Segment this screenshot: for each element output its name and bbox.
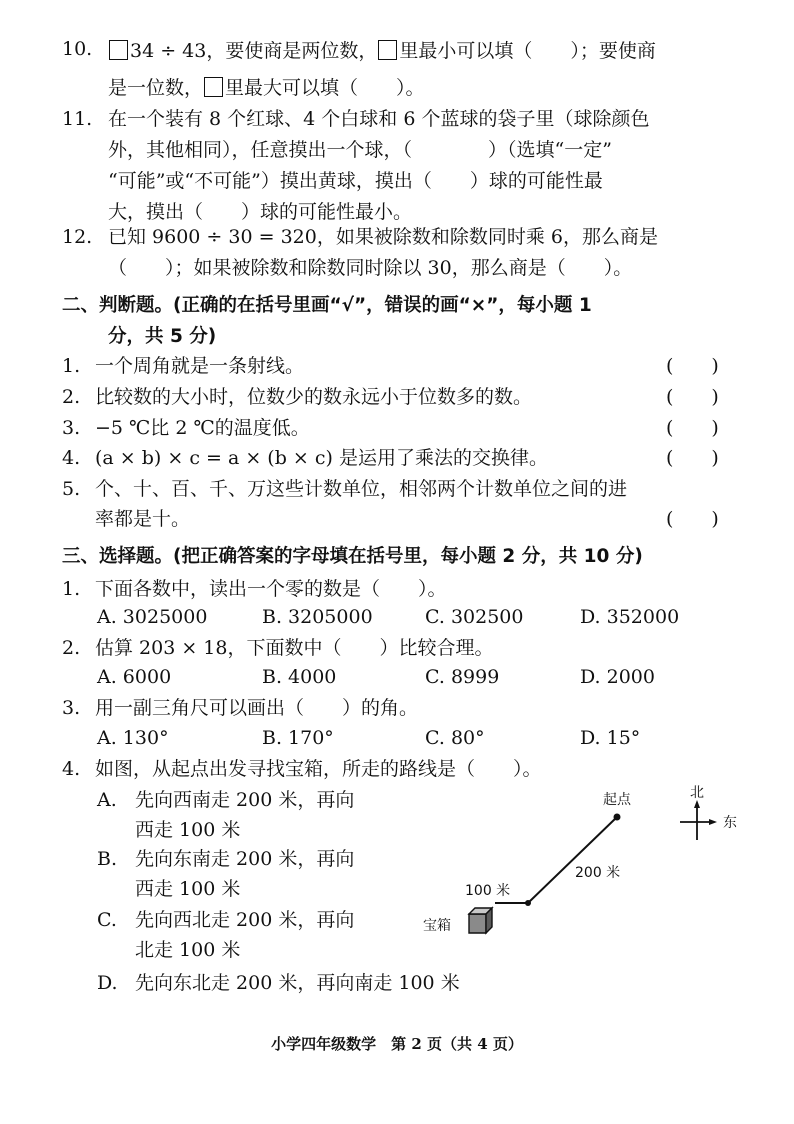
judge-item: 比较数的大小时，位数少的数永远小于位数多的数。 — [95, 386, 533, 408]
question-number: 11. — [62, 108, 93, 130]
option-label: C. — [97, 909, 117, 931]
option-a: A. 6000 — [97, 666, 172, 688]
option-label: B. — [97, 848, 118, 870]
question-number: 4. — [62, 758, 81, 780]
option-d: D. 352000 — [580, 606, 680, 628]
judge-item-continued: 率都是十。 — [95, 508, 191, 530]
judge-item: (a × b) × c = a × (b × c) 是运用了乘法的交换律。 — [95, 447, 548, 469]
question-line: （ ）；如果被除数和除数同时除以 30，那么商是（ ）。 — [108, 257, 633, 279]
question-line: 34 ÷ 43，要使商是两位数， 里最小可以填（ ）；要使商 — [108, 40, 656, 61]
judge-item: −5 ℃比 2 ℃的温度低。 — [95, 417, 310, 439]
option-d: D. 2000 — [580, 666, 655, 688]
start-point — [614, 814, 621, 821]
option-text: 先向西南走 200 米，再向 — [135, 789, 355, 811]
answer-parens: ( ) — [666, 355, 719, 377]
option-text: 西走 100 米 — [135, 819, 241, 841]
option-c: C. 80° — [425, 727, 485, 749]
choice-question: 如图，从起点出发寻找宝箱，所走的路线是（ ）。 — [95, 758, 542, 780]
option-c: C. 302500 — [425, 606, 524, 628]
choice-question: 用一副三角尺可以画出（ ）的角。 — [95, 697, 419, 719]
treasure-label: 宝箱 — [423, 918, 451, 934]
option-text: 西走 100 米 — [135, 878, 241, 900]
page-footer: 小学四年级数学 第 2 页（共 4 页） — [271, 1035, 523, 1053]
question-number: 2. — [62, 386, 81, 408]
question-number: 10. — [62, 38, 93, 60]
option-text: 先向西北走 200 米，再向 — [135, 909, 355, 931]
question-line: 大，摸出（ ）球的可能性最小。 — [108, 201, 413, 223]
option-d: D. 15° — [580, 727, 641, 749]
question-line: “可能”或“不可能”）摸出黄球，摸出（ ）球的可能性最 — [108, 170, 603, 192]
question-number: 12. — [62, 226, 93, 248]
east-label: 东 — [723, 815, 737, 831]
choice-question: 估算 203 × 18，下面数中（ ）比较合理。 — [95, 637, 494, 659]
answer-parens: ( ) — [666, 417, 719, 439]
section-heading: 二、判断题。(正确的在括号里画“√”，错误的画“×”，每小题 1 — [62, 295, 592, 316]
option-a: A. 3025000 — [97, 606, 208, 628]
question-line: 在一个装有 8 个红球、4 个白球和 6 个蓝球的袋子里（球除颜色 — [108, 108, 650, 130]
judge-item: 个、十、百、千、万这些计数单位，相邻两个计数单位之间的进 — [95, 478, 628, 500]
north-label: 北 — [690, 785, 704, 801]
question-line: 是一位数， 里最大可以填（ ）。 — [108, 77, 425, 99]
question-number: 3. — [62, 417, 81, 439]
start-label: 起点 — [603, 792, 631, 808]
option-b: B. 4000 — [262, 666, 337, 688]
judge-item: 一个周角就是一条射线。 — [95, 355, 305, 377]
section-heading: 三、选择题。(把正确答案的字母填在括号里，每小题 2 分，共 10 分) — [62, 546, 643, 567]
question-number: 5. — [62, 478, 81, 500]
option-text: 先向东北走 200 米，再向南走 100 米 — [135, 972, 460, 994]
option-label: D. — [97, 972, 118, 994]
choice-question: 下面各数中，读出一个零的数是（ ）。 — [95, 578, 447, 600]
turn-point — [525, 900, 531, 906]
option-text: 先向东南走 200 米，再向 — [135, 848, 355, 870]
compass-icon — [680, 800, 717, 840]
question-number: 3. — [62, 697, 81, 719]
option-text: 北走 100 米 — [135, 939, 241, 961]
section-heading: 分，共 5 分) — [108, 326, 217, 347]
option-c: C. 8999 — [425, 666, 500, 688]
segment-100-label: 100 米 — [465, 883, 511, 899]
question-number: 1. — [62, 355, 81, 377]
answer-parens: ( ) — [666, 447, 719, 469]
treasure-box-icon — [469, 908, 492, 933]
option-b: B. 170° — [262, 727, 334, 749]
segment-200-label: 200 米 — [575, 865, 621, 881]
answer-parens: ( ) — [666, 508, 719, 530]
question-number: 1. — [62, 578, 81, 600]
option-a: A. 130° — [97, 727, 169, 749]
question-number: 4. — [62, 447, 81, 469]
question-line: 外，其他相同），任意摸出一个球，（ ）（选填“一定” — [108, 139, 612, 161]
question-line: 已知 9600 ÷ 30 = 320，如果被除数和除数同时乘 6，那么商是 — [108, 226, 658, 248]
route-segment-200 — [528, 817, 617, 903]
answer-parens: ( ) — [666, 386, 719, 408]
question-number: 2. — [62, 637, 81, 659]
option-b: B. 3205000 — [262, 606, 373, 628]
option-label: A. — [97, 789, 117, 811]
